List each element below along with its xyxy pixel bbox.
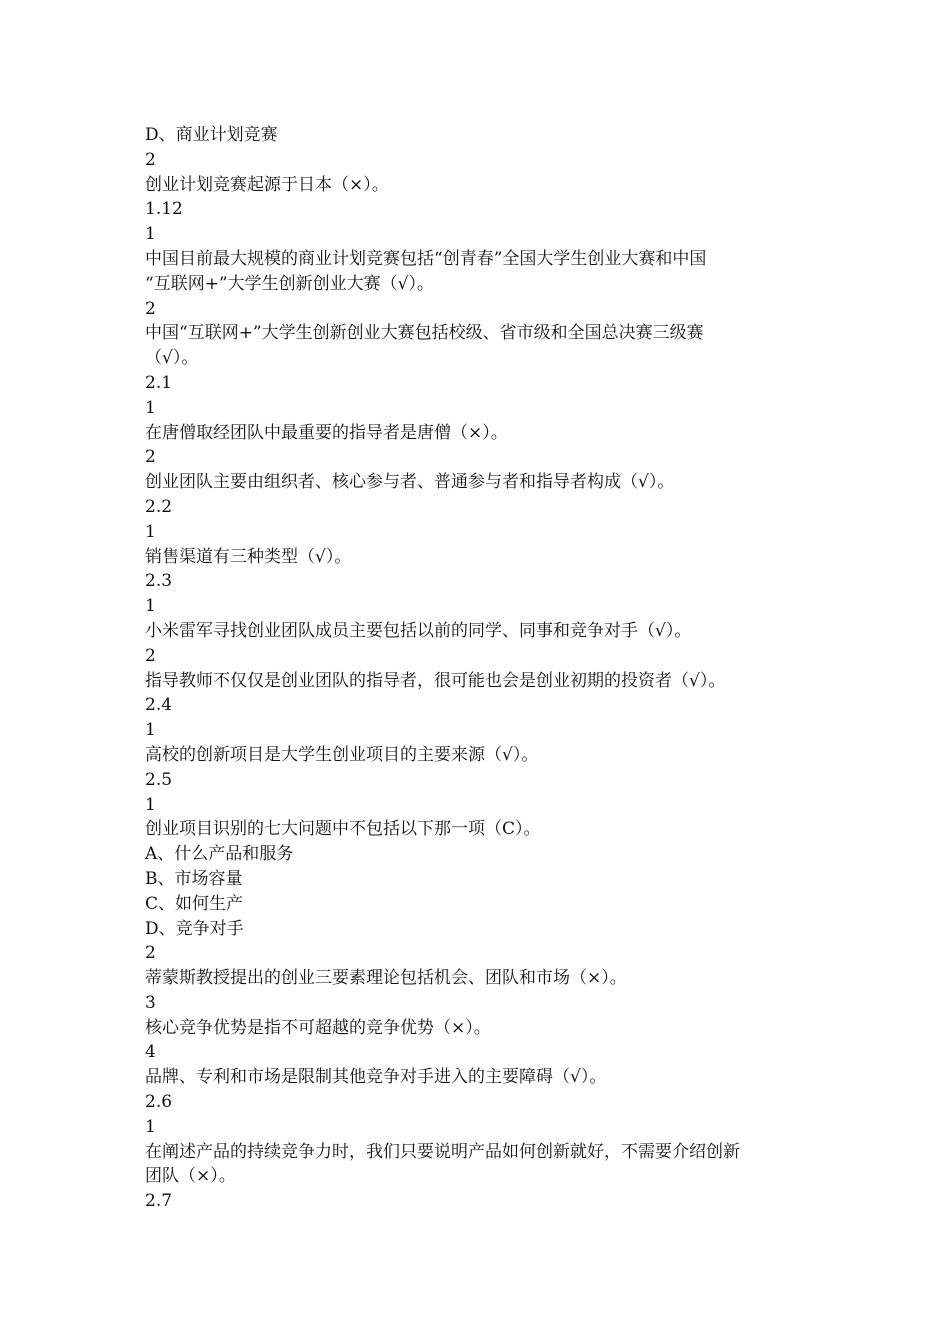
- text-line: 创业项目识别的七大问题中不包括以下那一项（C）。: [145, 819, 541, 840]
- text-line: A、什么产品和服务: [145, 844, 294, 865]
- text-line: 2: [145, 447, 156, 468]
- text-line: C、如何生产: [145, 893, 244, 914]
- text-line: 在阐述产品的持续竞争力时，我们只要说明产品如何创新就好，不需要介绍创新: [145, 1141, 740, 1162]
- text-line: 小米雷军寻找创业团队成员主要包括以前的同学、同事和竞争对手（√）。: [145, 620, 692, 641]
- document-body: [145, 123, 815, 1214]
- text-line: 高校的创新项目是大学生创业项目的主要来源（√）。: [145, 744, 539, 765]
- text-line: D、商业计划竞赛: [145, 125, 278, 145]
- text-line: 2.3: [145, 571, 173, 592]
- text-line: B、市场容量: [145, 868, 243, 889]
- text-line: 团队（×）。: [145, 1166, 236, 1187]
- text-line: 指导教师不仅仅是创业团队的指导者，很可能也会是创业初期的投资者（√）。: [145, 670, 726, 691]
- text-line: 3: [145, 992, 156, 1013]
- text-line: 2.4: [145, 695, 173, 716]
- text-line: 2: [145, 645, 156, 666]
- text-line: 创业计划竞赛起源于日本（×）。: [145, 174, 389, 195]
- text-line: 1: [145, 1116, 156, 1137]
- text-line: 2.1: [145, 372, 173, 393]
- text-line: 2.5: [145, 769, 173, 790]
- text-line: （√）。: [145, 348, 199, 369]
- text-line: 核心竞争优势是指不可超越的竞争优势（×）。: [145, 1017, 491, 1038]
- text-line: 4: [145, 1042, 156, 1063]
- text-line: 在唐僧取经团队中最重要的指导者是唐僧（×）。: [145, 422, 508, 443]
- text-line: 1.12: [145, 199, 183, 220]
- text-line: 蒂蒙斯教授提出的创业三要素理论包括机会、团队和市场（×）。: [145, 968, 627, 989]
- text-line: 创业团队主要由组织者、核心参与者、普通参与者和指导者构成（√）。: [145, 472, 675, 493]
- text-line: 中国目前最大规模的商业计划竞赛包括“创青春”全国大学生创业大赛和中国: [145, 248, 707, 269]
- text-line: 2.7: [145, 1191, 173, 1212]
- text-line: 1: [145, 794, 156, 815]
- text-line: 1: [145, 596, 156, 617]
- text-line: 1: [145, 521, 156, 542]
- text-line: 中国“互联网+”大学生创新创业大赛包括校级、省市级和全国总决赛三级赛: [145, 323, 704, 344]
- text-line: 1: [145, 720, 156, 741]
- text-line: 2: [145, 149, 156, 170]
- text-line: D、竞争对手: [145, 918, 244, 939]
- text-line: 1: [145, 397, 156, 418]
- text-line: 2: [145, 298, 156, 319]
- text-line: 1: [145, 224, 156, 245]
- text-line: 品牌、专利和市场是限制其他竞争对手进入的主要障碍（√）。: [145, 1067, 607, 1088]
- text-line: 2.6: [145, 1092, 173, 1113]
- text-line: “互联网+”大学生创新创业大赛（√）。: [145, 273, 434, 294]
- text-line: 2.2: [145, 496, 173, 517]
- text-line: 销售渠道有三种类型（√）。: [145, 546, 352, 567]
- text-line: 2: [145, 943, 156, 964]
